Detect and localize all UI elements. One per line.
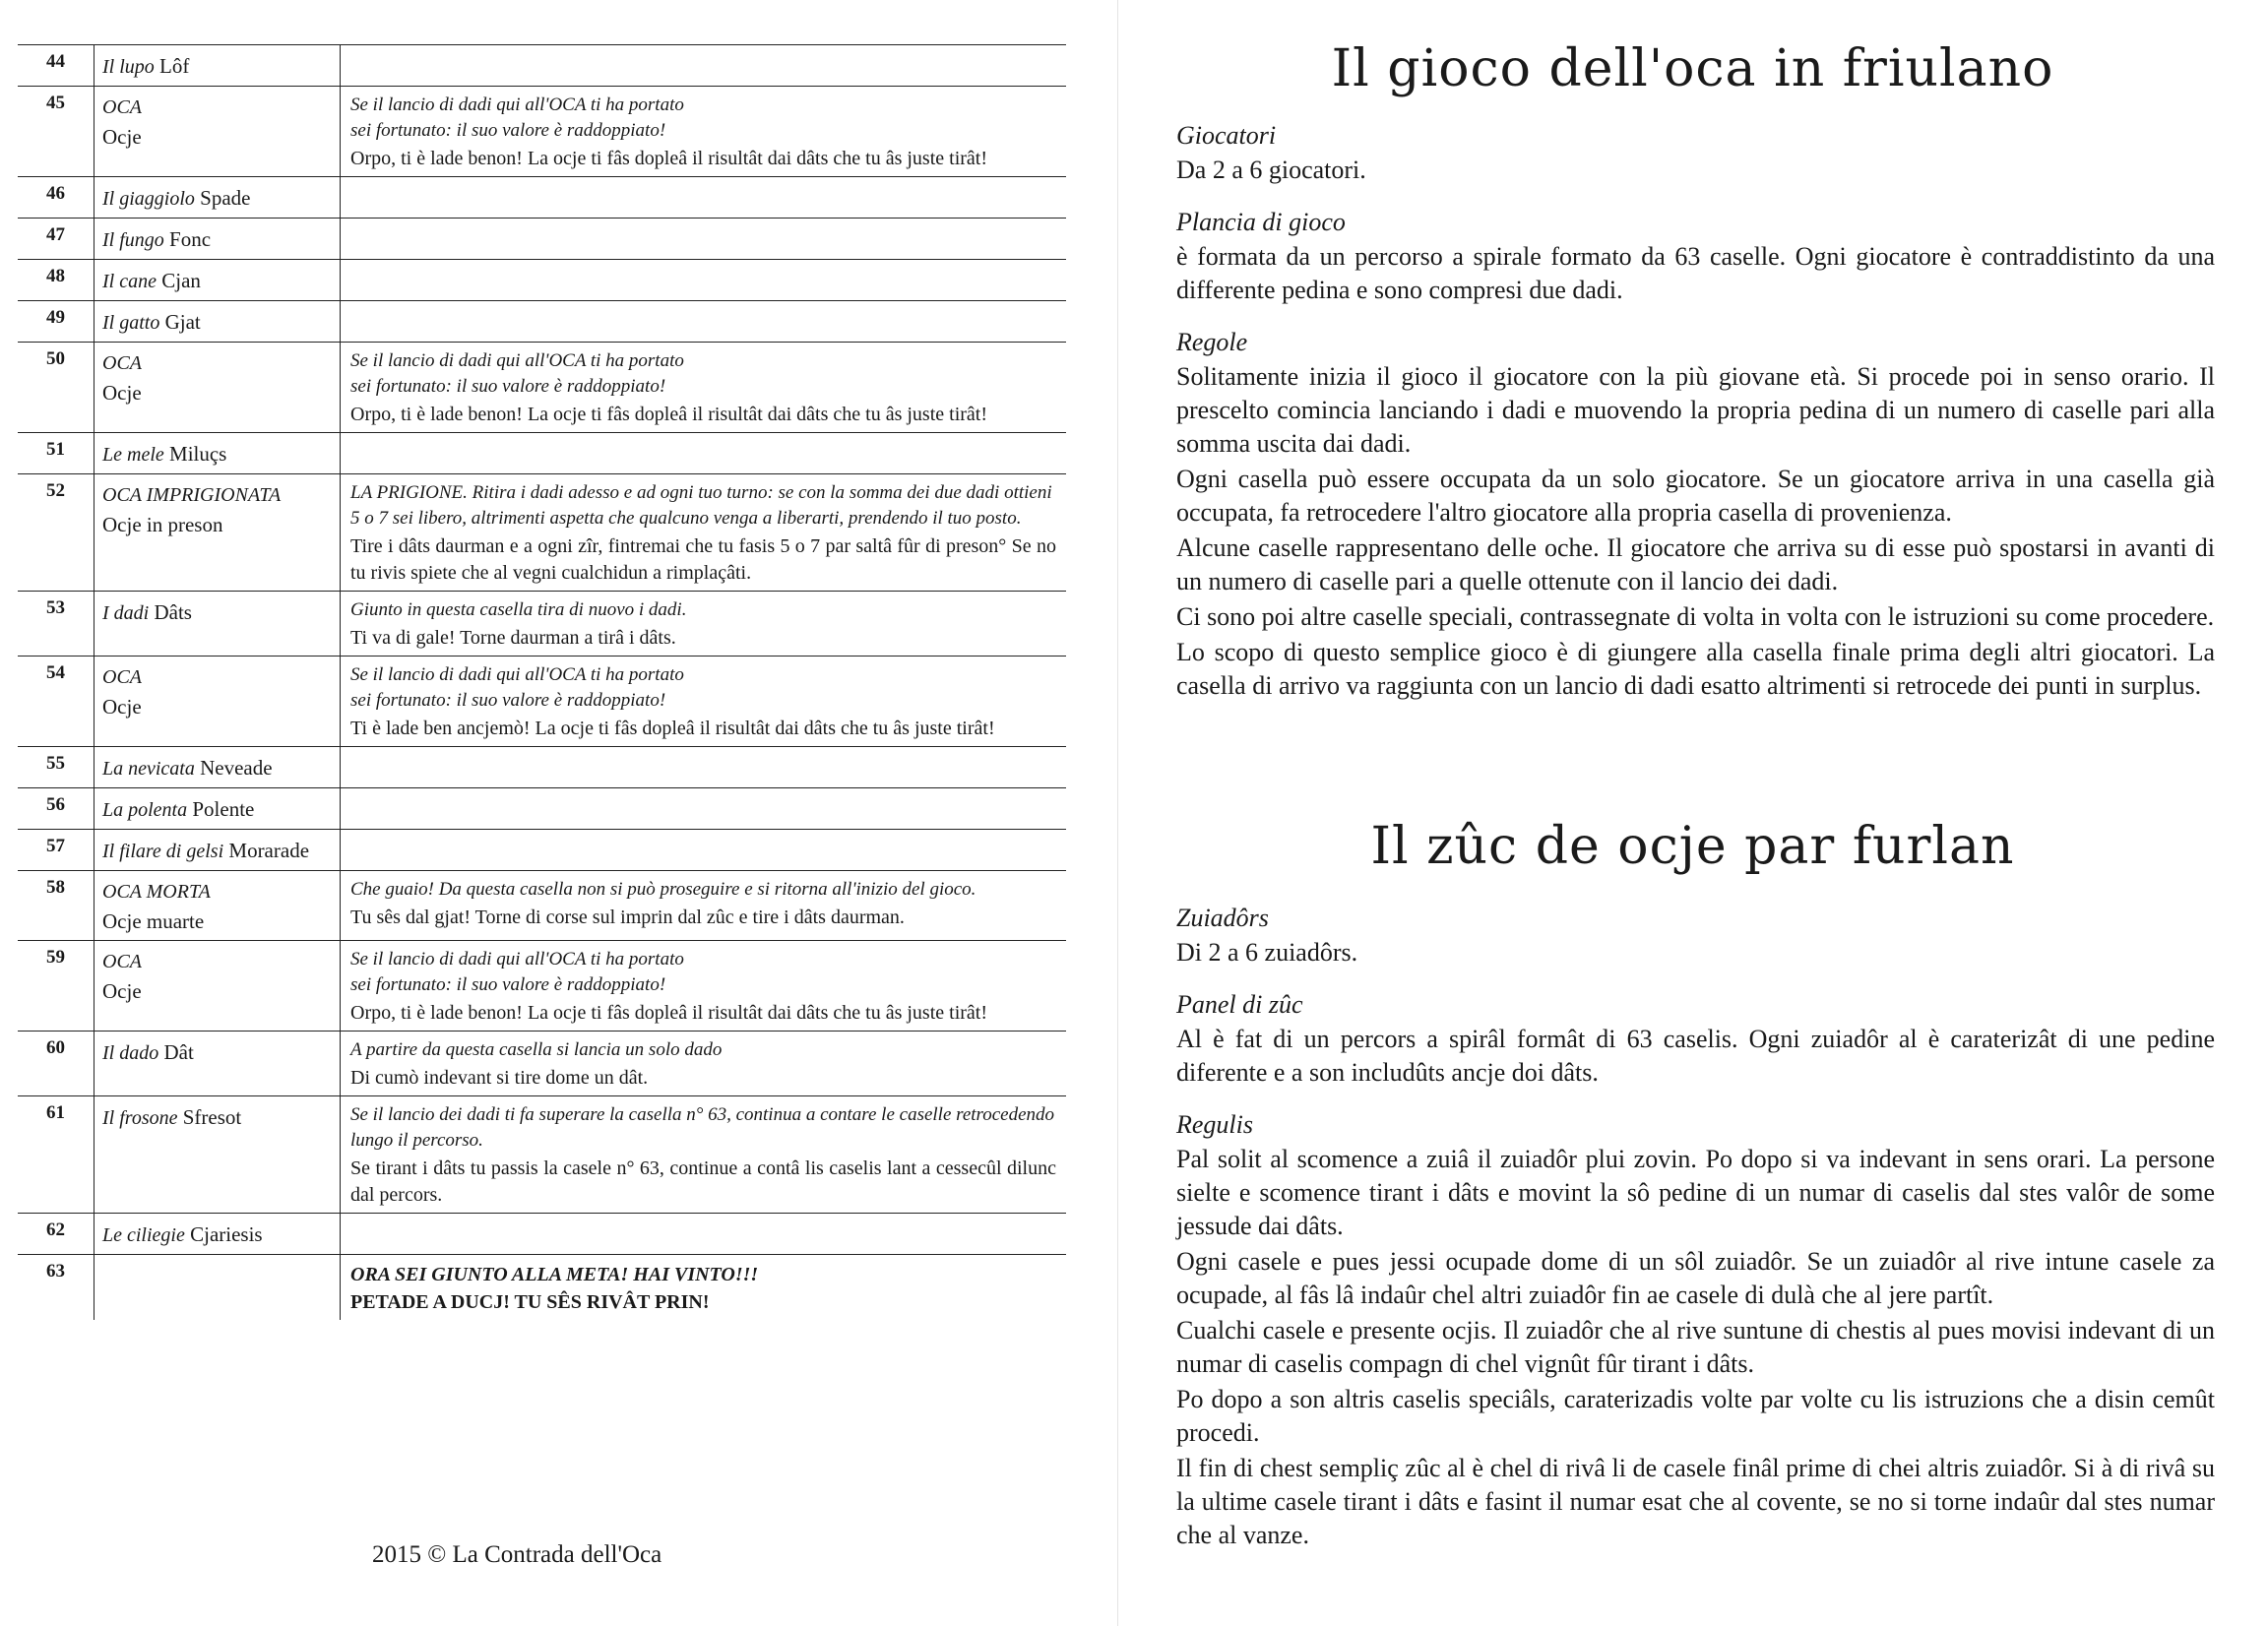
square-name xyxy=(94,219,340,259)
square-name-italian: OCA xyxy=(102,951,142,972)
square-name-friulian: Cjan xyxy=(161,269,201,292)
square-name-friulian: Ocje xyxy=(102,979,142,1003)
square-name-italian: OCA xyxy=(102,352,142,374)
square-name-friulian: Ocje xyxy=(102,695,142,719)
italian-rule: Ogni casella può essere occupata da un solo giocatore. Se un giocatore arriva in una casella già occupata, fa retrocedere l'altro giocatore alla propria casella di provenienza. xyxy=(1176,465,2215,527)
square-name-friulian: Ocje muarte xyxy=(102,909,205,933)
table-row xyxy=(18,177,1066,219)
square-name-friulian: Ocje xyxy=(102,381,142,405)
square-name-italian: Il lupo xyxy=(102,56,155,78)
table-row xyxy=(18,657,1066,747)
italian-section xyxy=(1176,118,2215,705)
friulian-text: PETADE A DUCJ! TU SÊS RIVÂT PRIN! xyxy=(350,1291,710,1313)
square-name xyxy=(94,301,340,342)
italian-text: Che guaio! Da questa casella non si può proseguire e si ritorna all'inizio del gioco. xyxy=(350,879,976,900)
square-description xyxy=(340,830,1066,870)
italian-text: sei fortunato: il suo valore è raddoppiato! xyxy=(350,376,666,397)
friulian-rule: Cualchi casele e presente ocjis. Il zuiadôr che al rive suntune di chestis al pues movisi indevant di un numar di caselis compagn di chel vignût fûr tirant i dâts. xyxy=(1176,1316,2215,1378)
square-number: 61 xyxy=(46,1102,65,1123)
square-description xyxy=(340,219,1066,259)
square-name-friulian: Cjariesis xyxy=(190,1222,263,1246)
friulian-text: Ti va di gale! Torne daurman a tirâ i dâts. xyxy=(350,627,676,649)
square-name-italian: Il gatto xyxy=(102,312,160,334)
square-description xyxy=(340,788,1066,829)
square-name-italian: OCA IMPRIGIONATA xyxy=(102,484,282,506)
square-name xyxy=(94,474,340,591)
table-row xyxy=(18,941,1066,1032)
square-name xyxy=(94,871,340,940)
square-name-friulian: Dât xyxy=(163,1040,194,1064)
square-number: 55 xyxy=(46,753,65,774)
square-name-friulian: Neveade xyxy=(200,756,273,780)
square-name-italian: OCA MORTA xyxy=(102,881,211,903)
table-row xyxy=(18,301,1066,343)
friulian-text: Tu sês dal gjat! Torne di corse sul imprin dal zûc e tire i dâts daurman. xyxy=(350,907,905,928)
square-number: 63 xyxy=(46,1261,65,1282)
italian-rule: Alcune caselle rappresentano delle oche. Il giocatore che arriva su di esse può spostarsi in avanti di un numero di caselle pari a quelle ottenute con il lancio dei dadi. xyxy=(1176,533,2215,595)
square-number: 60 xyxy=(46,1037,65,1058)
table-row xyxy=(18,219,1066,260)
italian-text: A partire da questa casella si lancia un solo dado xyxy=(350,1039,723,1060)
friulian-board-text: Al è fat di un percors a spirâl formât di 63 caselis. Ogni zuiadôr al è caraterizât di une pedine diferente e a son includûts ancje doi dâts. xyxy=(1176,1025,2215,1087)
square-description xyxy=(340,87,1066,176)
square-name-friulian: Morarade xyxy=(228,839,310,862)
friulian-rule: Po dopo a son altris caselis speciâls, caraterizadis volte par volte cu lis istruzions che a disin cemût procedi. xyxy=(1176,1385,2215,1447)
table-row xyxy=(18,87,1066,177)
table-row xyxy=(18,343,1066,433)
friulian-text: Tire i dâts daurman e a ogni zîr, fintremai che tu fasis 5 o 7 par saltâ fûr di preson° Se no tu rivis spiete che al vegni cualchidun a rimplaçâti. xyxy=(350,535,1056,584)
italian-text: LA PRIGIONE. Ritira i dadi adesso e ad ogni tuo turno: se con la somma dei due dadi ottieni 5 o 7 sei libero, altrimenti aspetta che qualcuno venga a liberarti, prendendo il tuo posto. xyxy=(350,482,1052,529)
square-number: 45 xyxy=(46,93,65,113)
square-number: 58 xyxy=(46,877,65,898)
square-description xyxy=(340,45,1066,86)
italian-rule: Lo scopo di questo semplice gioco è di giungere alla casella finale prima degli altri giocatori. La casella di arrivo va raggiunta con un lancio di dadi esatto altrimenti si retrocede dei punti in surplus. xyxy=(1176,638,2215,700)
table-row xyxy=(18,592,1066,657)
friulian-text: Orpo, ti è lade benon! La ocje ti fâs dopleâ il risultât dai dâts che tu âs juste tirât! xyxy=(350,148,988,169)
square-name xyxy=(94,87,340,176)
italian-text: sei fortunato: il suo valore è raddoppiato! xyxy=(350,690,666,711)
italian-text: ORA SEI GIUNTO ALLA META! HAI VINTO!!! xyxy=(350,1264,759,1285)
square-name-italian: OCA xyxy=(102,96,142,118)
table-row xyxy=(18,788,1066,830)
square-description xyxy=(340,260,1066,300)
table-row xyxy=(18,1214,1066,1255)
square-number: 51 xyxy=(46,439,65,460)
square-description xyxy=(340,343,1066,432)
square-name-italian: Le ciliegie xyxy=(102,1224,185,1246)
table-row xyxy=(18,44,1066,87)
square-number: 53 xyxy=(46,597,65,618)
square-number: 44 xyxy=(46,51,65,72)
square-name xyxy=(94,1096,340,1213)
italian-text: Se il lancio dei dadi ti fa superare la casella n° 63, continua a contare le caselle retrocedendo lungo il percorso. xyxy=(350,1104,1055,1151)
friulian-players-text: Di 2 a 6 zuiadôrs. xyxy=(1176,938,1358,967)
table-row xyxy=(18,1032,1066,1096)
square-name xyxy=(94,788,340,829)
table-row xyxy=(18,1096,1066,1214)
square-number: 46 xyxy=(46,183,65,204)
italian-board-text: è formata da un percorso a spirale formato da 63 caselle. Ogni giocatore è contraddistinto da una differente pedina e sono compresi due dadi. xyxy=(1176,242,2215,304)
italian-title: Il gioco dell'oca in friulano xyxy=(1331,39,2054,98)
square-name-italian: Il cane xyxy=(102,271,157,292)
square-name xyxy=(94,260,340,300)
square-name-friulian: Lôf xyxy=(159,54,190,78)
italian-text: Se il lancio di dadi qui all'OCA ti ha portato xyxy=(350,664,684,685)
friulian-text: Se tirant i dâts tu passis la casele n° 63, continue a contâ lis caselis lant a cessecûl dilunc dal percors. xyxy=(350,1157,1056,1206)
table-row xyxy=(18,871,1066,941)
italian-players-text: Da 2 a 6 giocatori. xyxy=(1176,156,1366,184)
italian-rule: Solitamente inizia il gioco il giocatore con la più giovane età. Si procede poi in senso orario. Il prescelto comincia lanciando i dadi e muovendo la propria pedina di un numero di caselle pari alla somma uscita dai dadi. xyxy=(1176,362,2215,458)
square-name-friulian: Fonc xyxy=(169,227,212,251)
square-name xyxy=(94,45,340,86)
square-name xyxy=(94,941,340,1031)
left-page xyxy=(0,0,1117,1626)
square-name-italian: Il filare di gelsi xyxy=(102,841,224,862)
italian-text: Giunto in questa casella tira di nuovo i dadi. xyxy=(350,599,687,620)
friulian-section xyxy=(1176,901,2215,1554)
friulian-players-label: Zuiadôrs xyxy=(1176,904,1269,932)
square-name xyxy=(94,830,340,870)
square-number: 62 xyxy=(46,1220,65,1240)
square-description xyxy=(340,301,1066,342)
friulian-text: Di cumò indevant si tire dome un dât. xyxy=(350,1067,649,1089)
friulian-rule: Ogni casele e pues jessi ocupade dome di un sôl zuiadôr. Se un zuiadôr al rive intune casele za ocupade, al fâs lâ indaûr chel altri zuiadôr fin ae casele di dulà che al jere partît. xyxy=(1176,1247,2215,1309)
square-number: 49 xyxy=(46,307,65,328)
square-name xyxy=(94,1032,340,1095)
square-description xyxy=(340,657,1066,746)
friulian-rule: Pal solit al scomence a zuiâ il zuiadôr plui zovin. Po dopo si va indevant in sens orari. La persone sielte e scomence tirant i dâts e movint la sô pedine di un numar di caselis dal stes valôr de some jessude dai dâts. xyxy=(1176,1145,2215,1240)
square-name xyxy=(94,343,340,432)
friulian-text: Ti è lade ben ancjemò! La ocje ti fâs dopleâ il risultât dai dâts che tu âs juste tirât! xyxy=(350,718,995,739)
square-name xyxy=(94,433,340,473)
square-name-italian: Il giaggiolo xyxy=(102,188,195,210)
square-name xyxy=(94,657,340,746)
square-name xyxy=(94,592,340,656)
square-number: 57 xyxy=(46,836,65,856)
italian-players-label: Giocatori xyxy=(1176,121,1277,150)
friulian-rules-label: Regulis xyxy=(1176,1110,1253,1139)
square-name-friulian: Sfresot xyxy=(182,1105,242,1129)
square-number: 54 xyxy=(46,662,65,683)
square-name xyxy=(94,747,340,787)
square-name-friulian: Dâts xyxy=(154,600,192,624)
square-name-friulian: Ocje in preson xyxy=(102,513,223,536)
friulian-rule: Il fin di chest sempliç zûc al è chel di rivâ li de casele finâl prime di chei altris zuiadôr. Si à di rivâ su la ultime casele tirant i dâts e fasint il numar esat che al covente, se no si torne indaûr dal stes numar che al vanze. xyxy=(1176,1454,2215,1549)
square-name-friulian: Miluçs xyxy=(169,442,227,466)
square-description xyxy=(340,1032,1066,1095)
table-row xyxy=(18,830,1066,871)
square-name xyxy=(94,177,340,218)
table-row xyxy=(18,747,1066,788)
copyright: 2015 © La Contrada dell'Oca xyxy=(372,1541,662,1568)
square-description xyxy=(340,1214,1066,1254)
square-description xyxy=(340,592,1066,656)
friulian-board-label: Panel di zûc xyxy=(1176,990,1303,1019)
square-description xyxy=(340,941,1066,1031)
square-name-italian: Le mele xyxy=(102,444,164,466)
square-name-italian: La nevicata xyxy=(102,758,195,780)
friulian-text: Orpo, ti è lade benon! La ocje ti fâs dopleâ il risultât dai dâts che tu âs juste tirât! xyxy=(350,404,988,425)
italian-text: Se il lancio di dadi qui all'OCA ti ha portato xyxy=(350,949,684,969)
square-name-italian: Il frosone xyxy=(102,1107,178,1129)
square-description xyxy=(340,747,1066,787)
square-description xyxy=(340,1255,1066,1320)
square-name xyxy=(94,1255,340,1320)
square-number: 48 xyxy=(46,266,65,286)
italian-rules-label: Regole xyxy=(1176,328,1248,356)
square-description xyxy=(340,177,1066,218)
square-description xyxy=(340,1096,1066,1213)
italian-text: sei fortunato: il suo valore è raddoppiato! xyxy=(350,974,666,995)
table-row xyxy=(18,1255,1066,1320)
square-description xyxy=(340,474,1066,591)
square-description xyxy=(340,871,1066,940)
square-name-italian: Il dado xyxy=(102,1042,159,1064)
friulian-text: Orpo, ti è lade benon! La ocje ti fâs dopleâ il risultât dai dâts che tu âs juste tirât! xyxy=(350,1002,988,1024)
table-row xyxy=(18,260,1066,301)
italian-board-label: Plancia di gioco xyxy=(1176,208,1346,236)
square-name-friulian: Ocje xyxy=(102,125,142,149)
italian-text: Se il lancio di dadi qui all'OCA ti ha portato xyxy=(350,94,684,115)
italian-text: Se il lancio di dadi qui all'OCA ti ha portato xyxy=(350,350,684,371)
square-name-italian: OCA xyxy=(102,666,142,688)
square-number: 47 xyxy=(46,224,65,245)
italian-rule: Ci sono poi altre caselle speciali, contrassegnate di volta in volta con le istruzioni su come procedere. xyxy=(1176,602,2215,631)
square-name-italian: Il fungo xyxy=(102,229,164,251)
square-number: 52 xyxy=(46,480,65,501)
square-name-italian: La polenta xyxy=(102,799,188,821)
table-row xyxy=(18,433,1066,474)
square-number: 56 xyxy=(46,794,65,815)
square-number: 50 xyxy=(46,348,65,369)
italian-text: sei fortunato: il suo valore è raddoppiato! xyxy=(350,120,666,141)
square-name-friulian: Spade xyxy=(200,186,251,210)
square-description xyxy=(340,433,1066,473)
square-name-friulian: Gjat xyxy=(164,310,201,334)
table-row xyxy=(18,474,1066,592)
square-number: 59 xyxy=(46,947,65,968)
square-name-friulian: Polente xyxy=(192,797,255,821)
square-name-italian: I dadi xyxy=(102,602,150,624)
squares-table xyxy=(18,44,1066,1320)
square-name xyxy=(94,1214,340,1254)
friulian-title: Il zûc de ocje par furlan xyxy=(1370,817,2015,876)
